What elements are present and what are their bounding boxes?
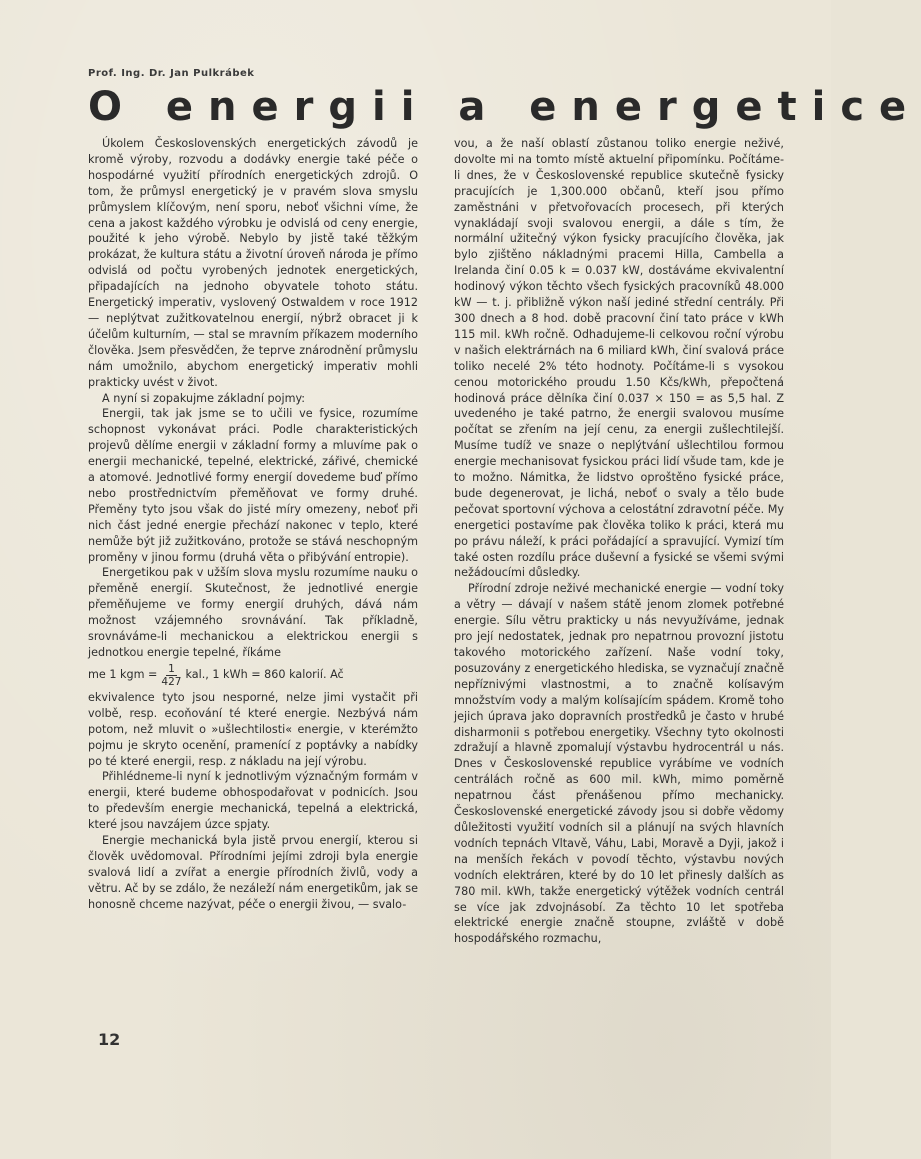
article-title: O energii a energetice: [88, 84, 921, 130]
left-column: [88, 136, 418, 913]
paragraph: Energetikou pak v užším slova myslu rozumíme nauku o přeměně energií. Skutečnost, že jednotlivé energie přeměňujeme ve formy energií druhých, dává nám možnost vzájemného srovnávání. Tak příkladně, srovnáváme-li mechanickou a elektrickou energii s jednotkou energie tepelné, říkáme: [88, 566, 418, 659]
paragraph: Úkolem Československých energetických závodů je kromě výroby, rozvodu a dodávky energie také péče o hospodárné využití přírodních energetických zdrojů. O tom, že průmysl energetický je v pravém slova smyslu průmyslem klíčovým, není sporu, neboť všichni víme, že cena a jakost každého výrobku je odvislá od ceny energie, použité k jeho výrobě. Nebylo by jistě také těžkým prokázat, že kultura státu a životní úroveň národa je přímo odvislá od počtu vyrobených jednotek energetických, připadajících na jednoho obyvatele tohoto státu. Energetický imperativ, vyslovený Ostwaldem v roce 1912 — neplýtvat zužitkovatelnou energií, nýbrž obracet ji k účelům kulturním, — stal se mravním příkazem moderního člověka. Jsem přesvědčen, že teprve znárodnění průmyslu nám umožnilo, abychom energetický imperativ mohli prakticky uvést v život.: [88, 137, 418, 389]
paragraph: vou, a že naší oblastí zůstanou toliko energie neživé, dovolte mi na tomto místě aktuelní připomínku. Počítáme-li dnes, že v Československé republice skutečně fysicky pracujících je 1,300.000 občanů, kteří jsou přímo zaměstnáni v přetvořovacích procesech, při kterých vynakládají svoji svalovou energii, a dále s tím, že normální užitečný výkon fysicky pracujícího člověka, jak bylo zjištěno nákladnými pracemi Hilla, Cambella a Irelanda činí 0.05 k = 0.037 kW, dostáváme ekvivalentní hodinový výkon těchto všech fysických pracovníků 48.000 kW — t. j. přibližně výkon naší jediné střední centrály. Při 300 dnech a 8 hod. době pracovní činí tato práce v kWh 115 mil. kWh ročně. Odhadujeme-li celkovou roční výrobu v našich elektrárnách na 6 miliard kWh, činí svalová práce toliko necelé 2% této hodnoty. Počítáme-li s vysokou cenou motorického proudu 1.50 Kčs/kWh, přepočtená hodinová práce dělníka činí 0.037 × 150 = as 5,5 hal. Z uvedeného je také patrno, že energii svalovou musíme počítat se zřením na její cenu, za energii zušlechtilejší. Musíme tudíž ve snaze o neplýtvání ušlechtilou formou energie mechanisovat fysickou práci lidí všude tam, kde je to možno. Námitka, že lidstvo oproštěno fysické práce, bude degenerovat, je lichá, neboť o svaly a tělo bude pečovat sportovní výchova a celostátní zdravotní péče. My energetici postavíme pak člověka toliko k práci, která mu po právu náleží, k práci pořádající a spravující. Vymizí tím také osten rozdílu práce duševní a fysické se všemi svými nežádoucími důsledky.: [454, 137, 784, 580]
fraction: [161, 663, 181, 688]
paragraph: Přírodní zdroje neživé mechanické energie — vodní toky a větry — dávají v našem státě jenom zlomek potřebné energie. Sílu větru prakticky u nás nevyužíváme, jednak pro její nedostatek, jednak pro nepatrnou provozní jistotu takového motorického zařízení. Naše vodní toky, posuzovány z energetického hlediska, se vyznačují značně nepříznivými vlastnostmi, a to značně kolísavým množstvím vody a malým kolísajícím spádem. Kromě toho jejich úprava jako dopravních prostředků je často v hrubé disharmonii s potřebou energetiky. Všechny tyto okolnosti zdražují a hlavně zpomalují výstavbu hydrocentrál u nás. Dnes v Československé republice vyrábíme ve vodních centrálách ročně as 600 mil. kWh, mimo poměrně nepatrnou část přenášenou přímo mechanicky. Československé energetické závody jsou si dobře vědomy důležitosti využití vodních sil a plánují na svých hlavních vodních tepnách Vltavě, Váhu, Labi, Moravě a Dyji, jakož i na menších řekách v povodí těchto, výstavbu nových vodních elektráren, které by do 10 let přinesly dalších as 780 mil. kWh, takže energetický výtěžek vodních centrál se více jak zdvojnásobí. Za těchto 10 let spotřeba elektrické energie značně stoupne, zvláště v době hospodářského rozmachu,: [454, 582, 784, 946]
right-column: [454, 136, 784, 947]
paragraph: Přihlédneme-li nyní k jednotlivým význačným formám v energii, které budeme obhospodařovat v podnicích. Jsou to především energie mechanická, tepelná a elektrická, které jsou navzájem úzce spjaty.: [88, 770, 418, 832]
fraction-denominator: 427: [161, 675, 182, 688]
fraction-numerator: 1: [168, 662, 175, 675]
formula: [88, 663, 418, 688]
formula-rhs: kal., 1 kWh = 860 kalorií. Ač: [185, 668, 344, 682]
paragraph: A nyní si zopakujme základní pojmy:: [102, 391, 306, 405]
author-name: Prof. Ing. Dr. Jan Pulkrábek: [88, 68, 255, 79]
page-number: 12: [98, 1030, 121, 1049]
paragraph: ekvivalence tyto jsou nesporné, nelze jimi vystačit při volbě, resp. ecoňování té které energie. Nezbývá nám potom, než mluvit o »ušlechtilosti« energie, v kterémžto pojmu je skryto ocenění, pramenící z poptávky a nabídky po té které energii, resp. z nákladu na její výrobu.: [88, 690, 418, 768]
paragraph: Energie mechanická byla jistě prvou energií, kterou si člověk uvědomoval. Přírodními jejími zdroji byla energie svalová lidí a zvířat a energie přírodních živlů, vody a větru. Ač by se zdálo, že nezáleží nám energetikům, jak se honosně chceme nazývat, péče o energii živou, — svalo-: [88, 834, 418, 911]
formula-lhs: me 1 kgm =: [88, 668, 158, 682]
paragraph: Energii, tak jak jsme se to učili ve fysice, rozumíme schopnost vykonávat práci. Podle charakteristických projevů dělíme energii v základní formy a mluvíme pak o energii mechanické, tepelné, elektrické, zářivé, chemické a atomové. Jednotlivé formy energií dovedeme buď přímo nebo prostřednictvím přeměňovat ve formy druhé. Přeměny tyto jsou však do jisté míry omezeny, neboť při nich část jedné energie přechází nakonec v teplo, které nemůže být již zužitkováno, protože se stává neschopným proměny v jinou formu (druhá věta o přibývání entropie).: [88, 407, 418, 564]
